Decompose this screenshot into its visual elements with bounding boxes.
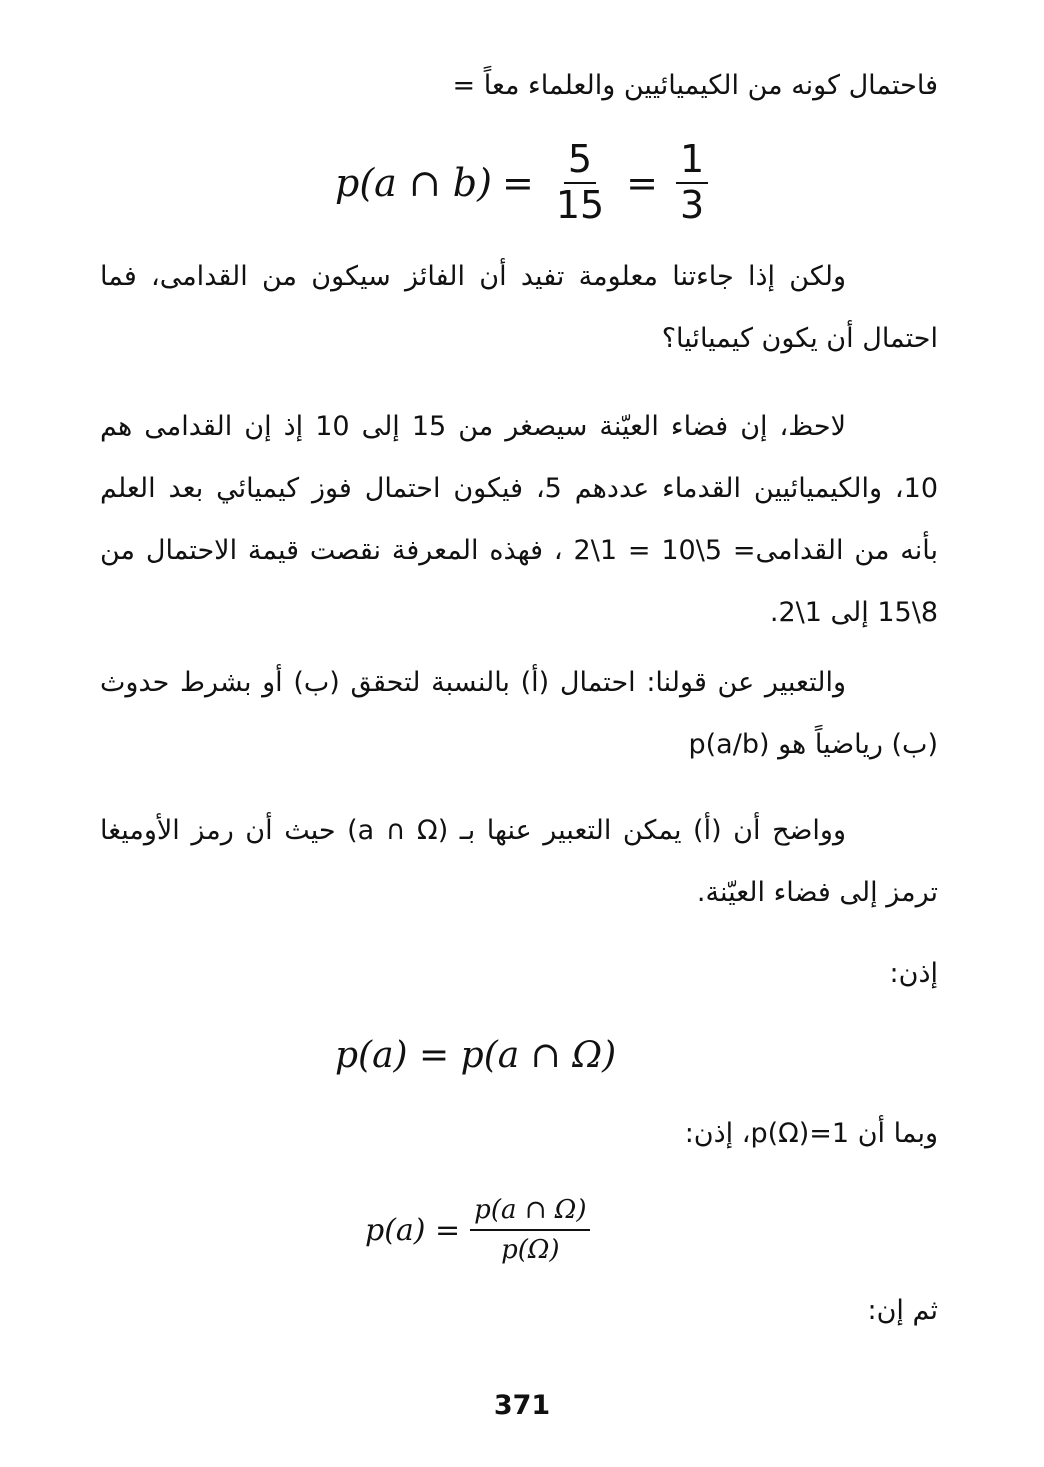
- eq1-frac2-denominator: 3: [680, 182, 705, 227]
- eq1-equals-1: =: [501, 160, 534, 205]
- paragraph-1: ولكن إذا جاءتنا معلومة تفيد أن الفائز سيكون من القدامى، فما احتمال أن يكون كيميائيا؟: [100, 261, 938, 354]
- equation-3: [365, 1195, 590, 1265]
- eq3-numerator: p(a ∩ Ω): [470, 1195, 590, 1231]
- wabima-line: وبما أن 1=p(Ω)، إذن:: [684, 1118, 938, 1149]
- equation-1: [335, 137, 716, 227]
- eq1-frac1-numerator: 5: [564, 140, 596, 184]
- paragraph-3: والتعبير عن قولنا: احتمال (أ) بالنسبة لتحقق (ب) أو بشرط حدوث (ب) رياضياً هو p(a/b): [100, 667, 938, 760]
- idhan-line: إذن:: [889, 958, 938, 989]
- thumma-line: ثم إن:: [867, 1295, 938, 1326]
- equation-2: p(a) = p(a ∩ Ω): [335, 1035, 617, 1076]
- intro-line: فاحتمال كونه من الكيميائيين والعلماء معاً =: [452, 70, 938, 101]
- eq1-fraction-1: [552, 137, 608, 227]
- eq3-denominator: p(Ω): [501, 1235, 560, 1265]
- eq3-fraction: [470, 1195, 590, 1265]
- eq1-lhs: p(a ∩ b): [335, 160, 492, 205]
- eq1-frac2-numerator: 1: [676, 140, 708, 184]
- eq3-lhs: p(a) =: [365, 1212, 461, 1248]
- eq1-frac1-denominator: 15: [555, 182, 605, 227]
- eq1-equals-2: =: [626, 160, 659, 205]
- paragraph-2: لاحظ، إن فضاء العيّنة سيصغر من 15 إلى 10 إذ إن القدامى هم 10، والكيميائيين القدماء عددهم 5، فيكون احتمال فوز كيميائي بعد العلم بأنه من القدامى= 5\10 = 1\2 ، فهذه المعرفة نقصت قيمة الاحتمال من 8\15 إلى 1\2.: [100, 411, 938, 628]
- eq1-fraction-2: [676, 137, 708, 227]
- page-number: 371: [493, 1390, 551, 1421]
- paragraph-4: وواضح أن (أ) يمكن التعبير عنها بـ (a ∩ Ω) حيث أن رمز الأوميغا ترمز إلى فضاء العيّنة.: [100, 815, 938, 908]
